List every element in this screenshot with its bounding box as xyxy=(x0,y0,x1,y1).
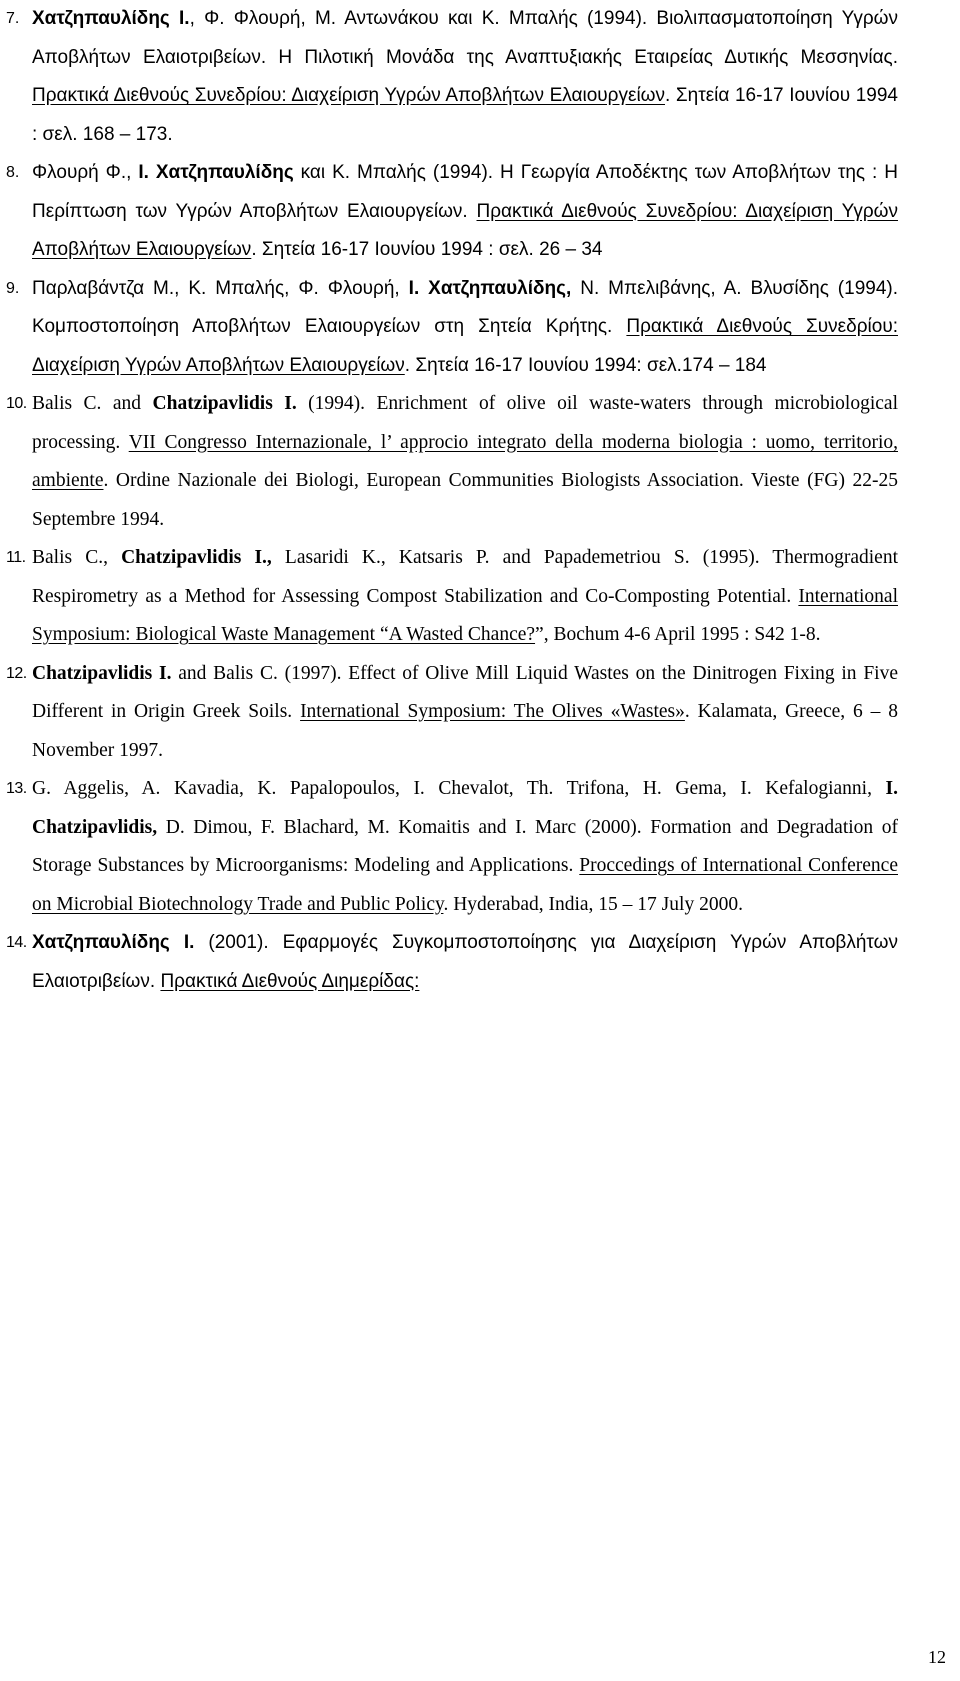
reference-prefix: Balis C., xyxy=(32,547,122,568)
reference-number: 12. xyxy=(6,664,27,682)
reference-body: (2001). Εφαρμογές Συγκομποστοποίησης για Διαχείριση Υγρών Αποβλήτων Ελαιοτριβείων. xyxy=(32,932,899,992)
reference-tail: . Σητεία 16-17 Ιουνίου 1994: σελ.174 – 184 xyxy=(404,354,767,376)
reference-venue: Πρακτικά Διεθνούς Διημερίδας: xyxy=(160,970,420,992)
reference-body: και Κ. Μπαλής (1994). Η Γεωργία Αποδέκτης των Αποβλήτων της : Η Περίπτωση των Υγρών Αποβλήτων Ελαιουργείων. xyxy=(32,162,898,222)
reference-tail: . Hyderabad, India, 15 – 17 July 2000. xyxy=(443,893,743,915)
reference-number: 13. xyxy=(6,780,27,797)
reference-item xyxy=(6,270,898,386)
reference-tail: . Kalamata, Greece, 6 – 8 November 1997. xyxy=(32,701,899,761)
reference-tail: . Ordine Nazionale dei Biologi, European Communities Biologists Association. Vieste (FG) 22-25 Septembre 1994. xyxy=(32,470,898,530)
reference-number: 10. xyxy=(6,395,27,412)
reference-body: and Balis C. (1997). Effect of Olive Mill Liquid Wastes on the Dinitrogen Fixing in Five Different in Origin Greek Soils. xyxy=(32,662,898,722)
reference-author-highlight: Chatzipavlidis I. xyxy=(32,662,172,684)
reference-item xyxy=(6,154,898,270)
reference-author-highlight: Chatzipavlidis I. xyxy=(152,393,297,414)
reference-author-highlight: I. Chatzipavlidis, xyxy=(32,778,898,838)
reference-item xyxy=(6,385,898,539)
reference-venue: International Symposium: The Olives «Wastes» xyxy=(300,701,685,722)
reference-tail: ”, Bochum 4-6 April 1995 : S42 1-8. xyxy=(535,624,821,645)
reference-venue: Πρακτικά Διεθνούς Συνεδρίου: Διαχείριση Υγρών Αποβλήτων Ελαιουργείων xyxy=(32,200,898,260)
reference-author-highlight: Ι. Χατζηπαυλίδης, xyxy=(408,277,572,299)
reference-body: Lasaridi K., Katsaris P. and Papademetriou S. (1995). Thermogradient Respirometry as a Method for Assessing Compost Stabilization and Co-Composting Potential. xyxy=(32,547,898,607)
reference-number: 11. xyxy=(6,549,26,566)
reference-author-highlight: Chatzipavlidis I., xyxy=(121,547,272,568)
page-number: 12 xyxy=(928,1647,946,1667)
reference-venue: International Symposium: Biological Waste Management “A Wasted Chance? xyxy=(32,585,898,645)
reference-number: 14. xyxy=(6,934,27,951)
reference-venue: VII Congresso Internazionale, l’ approcio integrato della moderna biologia : uomo, territorio, ambiente xyxy=(32,431,898,491)
reference-body: (1994). Enrichment of olive oil waste-waters through microbiological processing. xyxy=(32,393,898,453)
reference-item xyxy=(6,924,898,1001)
reference-venue: Πρακτικά Διεθνούς Συνεδρίου: Διαχείριση Υγρών Αποβλήτων Ελαιουργείων xyxy=(32,85,665,106)
reference-author-highlight: Χατζηπαυλίδης Ι. xyxy=(32,932,195,953)
reference-body: Ν. Μπελιβάνης, Α. Βλυσίδης (1994). Κομποστοποίηση Αποβλήτων Ελαιουργείων στη Σητεία Κρήτης. xyxy=(32,277,898,337)
reference-prefix: Φλουρή Φ., xyxy=(32,162,139,183)
reference-prefix: Παρλαβάντζα Μ., Κ. Μπαλής, Φ. Φλουρή, xyxy=(32,277,409,299)
reference-item xyxy=(6,539,898,655)
reference-prefix: Balis C. and xyxy=(32,393,153,414)
reference-item xyxy=(6,0,898,154)
reference-author-highlight: Ι. Χατζηπαυλίδης xyxy=(138,162,294,183)
reference-number: 7. xyxy=(6,10,20,27)
reference-item xyxy=(6,655,898,771)
reference-venue: Proccedings of International Conference on Microbial Biotechnology Trade and Public Policy xyxy=(32,855,898,915)
reference-venue: Πρακτικά Διεθνούς Συνεδρίου: Διαχείριση Υγρών Αποβλήτων Ελαιουργείων xyxy=(32,316,898,376)
reference-author-highlight: Χατζηπαυλίδης Ι. xyxy=(32,8,190,29)
reference-item xyxy=(6,770,898,924)
reference-tail: . Σητεία 16-17 Ιουνίου 1994 : σελ. 168 – 173. xyxy=(32,85,898,145)
reference-number: 9. xyxy=(6,279,20,297)
reference-prefix: G. Aggelis, A. Kavadia, K. Papalopoulos, I. Chevalot, Th. Trifona, H. Gema, I. Kefalogianni, xyxy=(32,778,886,799)
reference-list xyxy=(6,0,898,1001)
reference-tail: . Σητεία 16-17 Ιουνίου 1994 : σελ. 26 – 34 xyxy=(251,239,603,260)
reference-number: 8. xyxy=(6,164,20,181)
reference-body: , Φ. Φλουρή, Μ. Αντωνάκου και Κ. Μπαλής (1994). Βιολιπασματοποίηση Υγρών Αποβλήτων Ελαιοτριβείων. Η Πιλοτική Μονάδα της Αναπτυξιακής Εταιρείας Δυτικής Μεσσηνίας. xyxy=(32,8,898,68)
reference-body: D. Dimou, F. Blachard, M. Komaitis and I. Marc (2000). Formation and Degradation of Storage Substances by Microorganisms: Modeling and Applications. xyxy=(32,816,898,876)
